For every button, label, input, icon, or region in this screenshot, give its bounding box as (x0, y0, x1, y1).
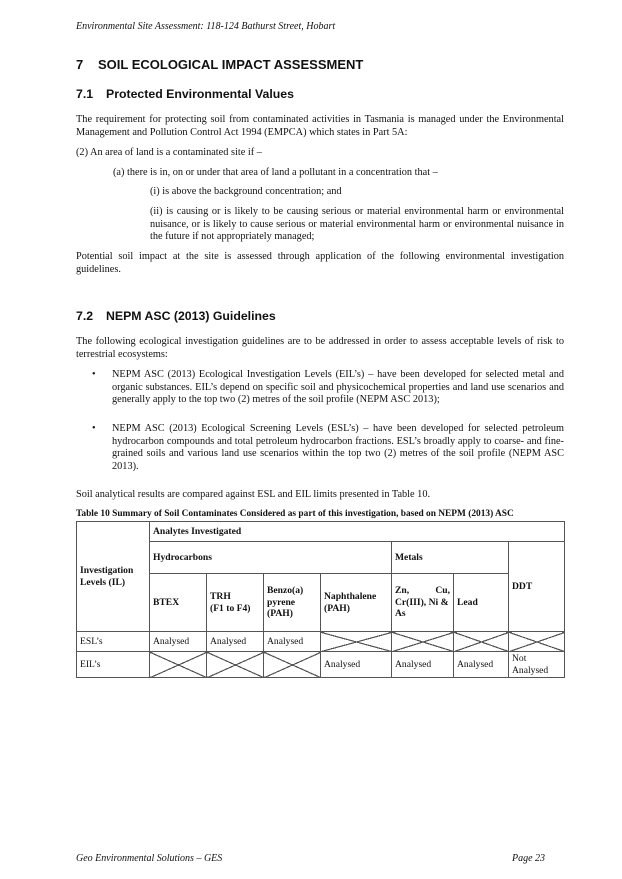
esl-benzo: Analysed (264, 632, 321, 652)
na-cross-cell (264, 652, 321, 678)
section-number: 7 (76, 57, 84, 72)
esl-trh: Analysed (207, 632, 264, 652)
na-cross-cell (454, 632, 509, 652)
footer-page-number: Page 23 (512, 853, 546, 864)
naphthalene-header: Naphthalene (PAH) (321, 574, 392, 632)
subsection-title: NEPM ASC (2013) Guidelines (106, 309, 276, 323)
bullet-marker: • (92, 369, 96, 380)
clause-i: (i) is above the background concentration; and (150, 186, 342, 197)
subsection-title: Protected Environmental Values (106, 87, 294, 101)
clause-2: (2) An area of land is a contaminated site if – (76, 147, 262, 158)
esl-btex: Analysed (150, 632, 207, 652)
paragraph-comparison: Soil analytical results are compared against ESL and EIL limits presented in Table 10. (76, 489, 431, 500)
lead-header: Lead (454, 574, 509, 632)
clause-ii: (ii) is causing or is likely to be causing serious or material environmental harm or environmental nuisance, or is likely to cause serious or material environmental harm or environmental nuisance in the future if not appropriately managed; (150, 206, 564, 243)
paragraph-ecological: The following ecological investigation guidelines are to be addressed in order to assess acceptable levels of risk to terrestrial ecosystems: (76, 336, 564, 360)
benzo-header: Benzo(a) pyrene (PAH) (264, 574, 321, 632)
paragraph-empca: The requirement for protecting soil from contaminated activities in Tasmania is managed under the Environmental Management and Pollution Control Act 1994 (EMPCA) which states in Part 5A: (76, 114, 564, 138)
subsection-heading-7-1 (76, 87, 294, 101)
eil-lead: Analysed (454, 652, 509, 678)
na-cross-cell (509, 632, 565, 652)
subsection-number: 7.1 (76, 87, 94, 101)
bullet-text: NEPM ASC (2013) Ecological Investigation Levels (EIL’s) – have been developed for selected metal and organic substances. EIL’s depend on specific soil and physicochemical properties and land use scenarios and generally apply to the top two (2) metres of the soil profile (NEPM ASC 2013); (112, 369, 564, 406)
bullet-marker: • (92, 423, 96, 434)
section-title: SOIL ECOLOGICAL IMPACT ASSESSMENT (98, 57, 364, 72)
na-cross-cell (321, 632, 392, 652)
trh-label: TRH (210, 591, 231, 602)
table-caption: Table 10 Summary of Soil Contaminates Considered as part of this investigation, based on NEPM (2013) ASC (76, 509, 514, 519)
il-header-cell: Investigation Levels (IL) (77, 522, 150, 632)
paragraph-guidelines: Potential soil impact at the site is assessed through application of the following environmental investigation guidelines. (76, 251, 564, 275)
zn-label: Zn, (395, 585, 410, 597)
trh-header (207, 574, 264, 632)
ddt-header: DDT (509, 542, 565, 632)
footer-company: Geo Environmental Solutions – GES (76, 853, 223, 864)
metals-line-1 (395, 585, 450, 597)
metals-header: Metals (392, 542, 509, 574)
cu-label: Cu, (435, 585, 450, 597)
hydrocarbons-header: Hydrocarbons (150, 542, 392, 574)
soil-contaminants-table (76, 521, 565, 678)
bullet-item (92, 423, 564, 473)
esl-row-label: ESL’s (77, 632, 150, 652)
eil-metals: Analysed (392, 652, 454, 678)
trh-range: (F1 to F4) (210, 602, 251, 614)
subsection-heading-7-2 (76, 309, 276, 323)
subsection-number: 7.2 (76, 309, 94, 323)
metals-group-header (392, 574, 454, 632)
na-cross-cell (207, 652, 264, 678)
section-heading (76, 57, 363, 72)
eil-naphthalene: Analysed (321, 652, 392, 678)
bullet-item (92, 369, 564, 407)
na-cross-cell (392, 632, 454, 652)
na-cross-cell (150, 652, 207, 678)
bullet-text: NEPM ASC (2013) Ecological Screening Levels (ESL’s) – have been developed for selected petroleum hydrocarbon compounds and total petroleum hydrocarbon fractions. ESL’s broadly apply to coarse- and fine-grained soils and various land use scenarios within the top two (2) metres of the soil profile (NEPM ASC 2013). (112, 423, 564, 472)
clause-a: (a) there is in, on or under that area of land a pollutant in a concentration that – (113, 167, 438, 178)
eil-ddt: Not Analysed (509, 652, 565, 678)
eil-row-label: EIL’s (77, 652, 150, 678)
analytes-header: Analytes Investigated (150, 522, 565, 542)
running-header: Environmental Site Assessment: 118-124 Bathurst Street, Hobart (76, 21, 336, 32)
metals-line-2: Cr(III), Ni & As (395, 596, 449, 620)
btex-header: BTEX (150, 574, 207, 632)
